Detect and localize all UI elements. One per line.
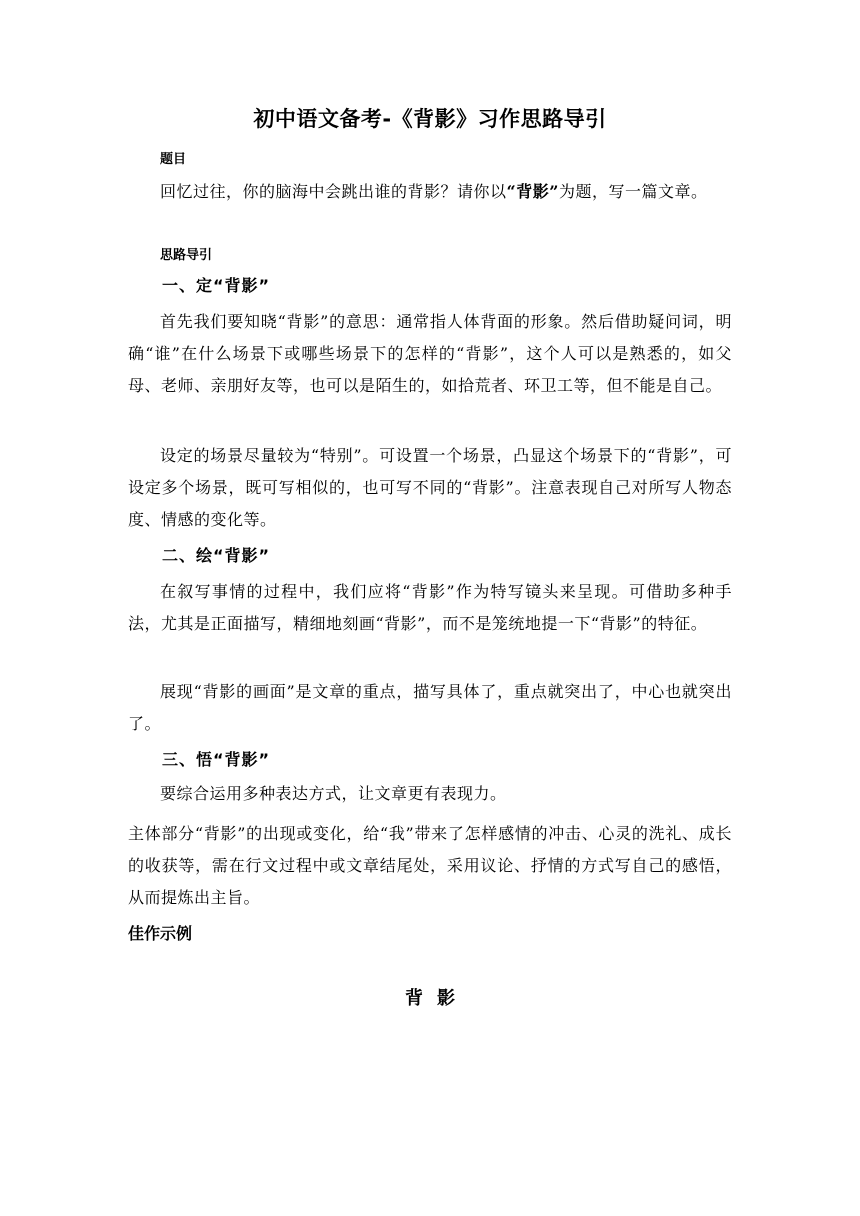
- section-heading-2: 二、绘“背影”: [162, 546, 271, 565]
- topic-text-before: 回忆过往，你的脑海中会跳出谁的背影？请你以: [160, 182, 507, 201]
- section-1-paragraph-1: 首先我们要知晓“背影”的意思：通常指人体背面的形象。然后借助疑问词，明确“谁”在什么场景下或哪些场景下的怎样的“背影”，这个人可以是熟悉的，如父母、老师、亲朋好友等，也可以是陌生的，如拾荒者、环卫工等，但不能是自己。: [128, 312, 732, 395]
- section-3-paragraph-2: 主体部分“背影”的出现或变化，给“我”带来了怎样感情的冲击、心灵的洗礼、成长的收获等，需在行文过程中或文章结尾处，采用议论、抒情的方式写自己的感悟，从而提炼出主旨。: [128, 824, 732, 907]
- section-heading-1: 一、定“背影”: [162, 276, 271, 295]
- topic-paragraph: [128, 176, 732, 208]
- topic-label: 题目: [160, 152, 187, 167]
- section-3-paragraph-1: 要综合运用多种表达方式，让文章更有表现力。: [160, 784, 507, 803]
- topic-text-after: 为题，写一篇文章。: [558, 182, 708, 201]
- essay-title: 背影: [405, 988, 469, 1009]
- section-1-paragraph-2: 设定的场景尽量较为“特别”。可设置一个场景，凸显这个场景下的“背影”，可设定多个场景，既可写相似的，也可写不同的“背影”。注意表现自己对所写人物态度、情感的变化等。: [128, 446, 732, 529]
- topic-text-bold: “背影”: [506, 182, 559, 201]
- section-2-paragraph-1: 在叙写事情的过程中，我们应将“背影”作为特写镜头来呈现。可借助多种手法，尤其是正面描写，精细地刻画“背影”，而不是笼统地提一下“背影”的特征。: [128, 582, 732, 633]
- guide-label: 思路导引: [160, 248, 213, 263]
- section-heading-3: 三、悟“背影”: [162, 750, 271, 769]
- example-label: 佳作示例: [128, 924, 193, 943]
- document-title: 初中语文备考-《背影》习作思路导引: [253, 107, 607, 131]
- section-2-paragraph-2: 展现“背影的画面”是文章的重点，描写具体了，重点就突出了，中心也就突出了。: [128, 682, 732, 733]
